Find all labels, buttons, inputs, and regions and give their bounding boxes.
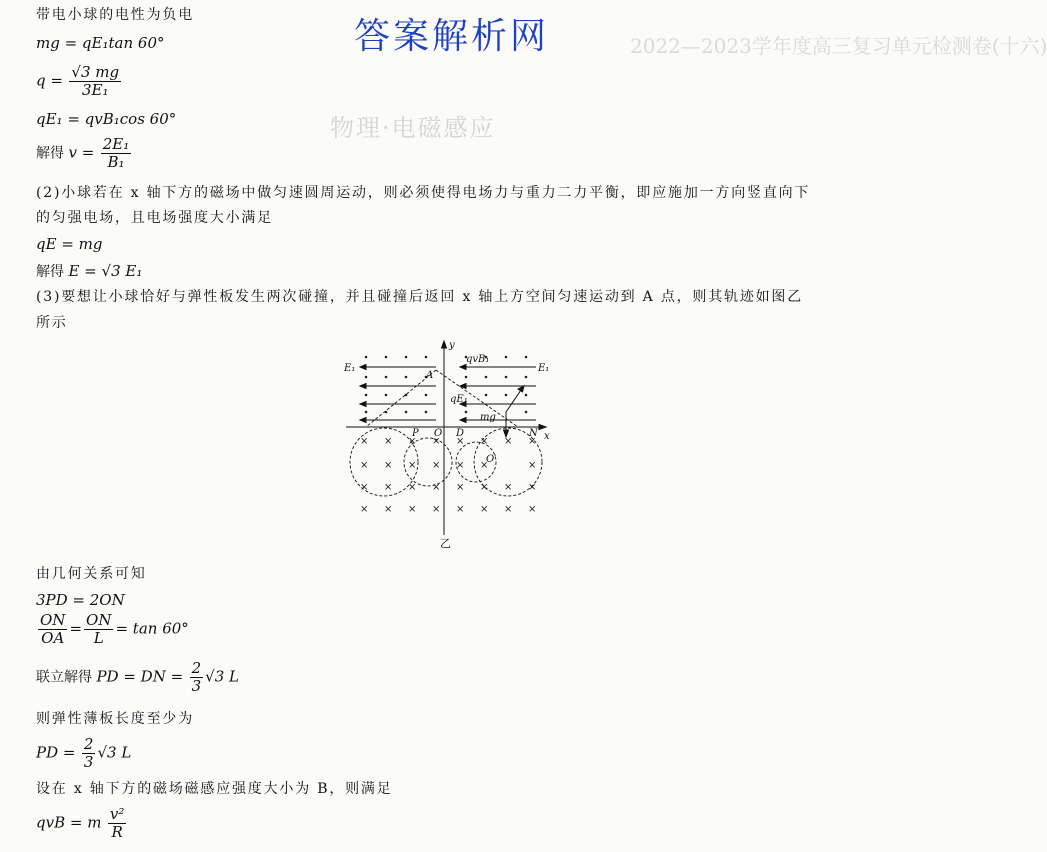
equation-qE1: qE₁ = qvB₁cos 60° <box>36 110 177 128</box>
text-part3-a: (3)要想让小球恰好与弹性板发生两次碰撞，并且碰撞后返回 x 轴上方空间匀速运动到 A 点，则其轨迹如图乙 <box>36 289 804 305</box>
fraction <box>190 660 204 695</box>
svg-text:×: × <box>360 460 369 471</box>
svg-text:×: × <box>432 482 441 493</box>
label-E1-right: E₁ <box>538 363 550 374</box>
numerator: 2E₁ <box>102 135 130 153</box>
denominator: 3 <box>191 677 202 695</box>
svg-text:×: × <box>360 504 369 515</box>
svg-text:×: × <box>432 504 441 515</box>
label-x: x <box>544 431 550 442</box>
fraction-ON-L <box>84 612 113 647</box>
svg-text:×: × <box>408 436 417 447</box>
label-O-prime: O′ <box>486 454 497 465</box>
label-O: O <box>434 428 443 439</box>
svg-text:×: × <box>480 504 489 515</box>
text-geometry: 由几何关系可知 <box>36 566 147 582</box>
label-A: A <box>426 370 434 381</box>
field-crosses <box>360 436 536 515</box>
svg-text:×: × <box>384 436 393 447</box>
equation-ratio <box>36 612 189 647</box>
svg-text:×: × <box>480 460 489 471</box>
svg-text:×: × <box>384 504 393 515</box>
equation-mg: mg = qE₁tan 60° <box>36 34 165 52</box>
denominator: R <box>111 823 123 841</box>
fraction <box>82 736 96 771</box>
label-mg: mg <box>480 412 496 423</box>
svg-text:×: × <box>360 482 369 493</box>
solve-label: 联立解得 <box>36 669 92 686</box>
text-part3-b: 所示 <box>36 315 68 331</box>
equation-q <box>36 64 123 99</box>
svg-text:×: × <box>504 436 513 447</box>
svg-text:×: × <box>384 460 393 471</box>
label-E1-left: E₁ <box>344 363 356 374</box>
svg-text:×: × <box>480 482 489 493</box>
solve-label: 解得 <box>36 145 64 162</box>
svg-text:×: × <box>432 436 441 447</box>
svg-text:×: × <box>456 482 465 493</box>
label-qE1: qE₁ <box>450 394 468 405</box>
equation-qvB <box>36 806 128 841</box>
svg-text:×: × <box>528 504 537 515</box>
equation-v <box>36 136 133 171</box>
text-line-charge: 带电小球的电性为负电 <box>36 7 194 23</box>
denominator: B₁ <box>107 153 125 171</box>
fraction <box>108 806 127 841</box>
svg-text:×: × <box>480 436 489 447</box>
denominator: 3 <box>83 753 94 771</box>
text-part2-b: 的匀强电场，且电场强度大小满足 <box>36 210 273 226</box>
eq-rhs: √3 L <box>97 743 132 762</box>
svg-text:×: × <box>408 504 417 515</box>
eq-lhs: PD = DN = <box>96 667 184 686</box>
equation-3PD: 3PD = 2ON <box>36 591 125 609</box>
numerator: ON <box>40 611 66 629</box>
svg-text:×: × <box>408 460 417 471</box>
ghost-exam-title: 2022—2023学年度高三复习单元检测卷(十六) <box>630 34 1047 58</box>
svg-text:×: × <box>504 504 513 515</box>
watermark: 答案解析网 <box>354 16 550 57</box>
diagram-svg <box>336 340 556 548</box>
field-dots <box>365 356 528 414</box>
svg-text:×: × <box>504 482 513 493</box>
numerator: v² <box>109 805 125 823</box>
force-vectors <box>504 386 525 437</box>
eq-lhs: PD = <box>36 743 76 762</box>
svg-text:×: × <box>432 460 441 471</box>
text-plate-length: 则弹性薄板长度至少为 <box>36 711 194 727</box>
label-D: D <box>456 428 465 439</box>
svg-text:×: × <box>456 460 465 471</box>
field-arrows <box>360 365 536 423</box>
svg-text:×: × <box>456 436 465 447</box>
equation-PD-DN <box>36 660 239 695</box>
text-field-B: 设在 x 轴下方的磁场磁感应强度大小为 B，则满足 <box>36 781 393 797</box>
label-P: P <box>412 428 419 439</box>
svg-text:×: × <box>528 460 537 471</box>
eq-rhs: = tan 60° <box>115 619 189 638</box>
svg-text:×: × <box>528 482 537 493</box>
trajectory-diagram <box>336 340 556 548</box>
text-part2-a: (2)小球若在 x 轴下方的磁场中做匀速圆周运动，则必须使得电场力与重力二力平衡，即应施加一方向竖直向下 <box>36 185 811 201</box>
axes <box>346 341 546 535</box>
numerator: 2 <box>83 735 94 753</box>
ghost-heading: 物理·电磁感应 <box>330 114 496 142</box>
eq-lhs: q = <box>36 71 63 90</box>
svg-text:×: × <box>408 482 417 493</box>
equation-qE: qE = mg <box>36 235 103 253</box>
diagram-caption: 乙 <box>440 537 451 550</box>
eq-lhs: v = <box>68 143 95 162</box>
numerator: 2 <box>191 659 202 677</box>
eq-lhs: qvB = m <box>36 813 102 832</box>
trajectory <box>350 370 542 496</box>
svg-text:×: × <box>528 436 537 447</box>
numerator: √3 mg <box>71 63 120 81</box>
label-y: y <box>449 340 455 351</box>
eq-rhs: √3 L <box>205 667 240 686</box>
label-N: N <box>529 428 538 439</box>
equation-PD <box>36 736 131 771</box>
fraction-ON-OA <box>38 612 67 647</box>
label-qvB1: qvB₁ <box>466 354 490 365</box>
svg-text:×: × <box>360 436 369 447</box>
svg-text:×: × <box>456 504 465 515</box>
svg-text:×: × <box>384 482 393 493</box>
denominator: L <box>93 629 104 647</box>
eq-E: E = √3 E₁ <box>68 262 143 280</box>
solve-label: 解得 <box>36 264 64 280</box>
fraction <box>69 64 121 99</box>
equals: = <box>69 619 83 638</box>
fraction <box>101 136 132 171</box>
equation-E <box>36 262 142 281</box>
numerator: ON <box>86 611 112 629</box>
denominator: 3E₁ <box>82 81 109 99</box>
denominator: OA <box>41 629 65 647</box>
